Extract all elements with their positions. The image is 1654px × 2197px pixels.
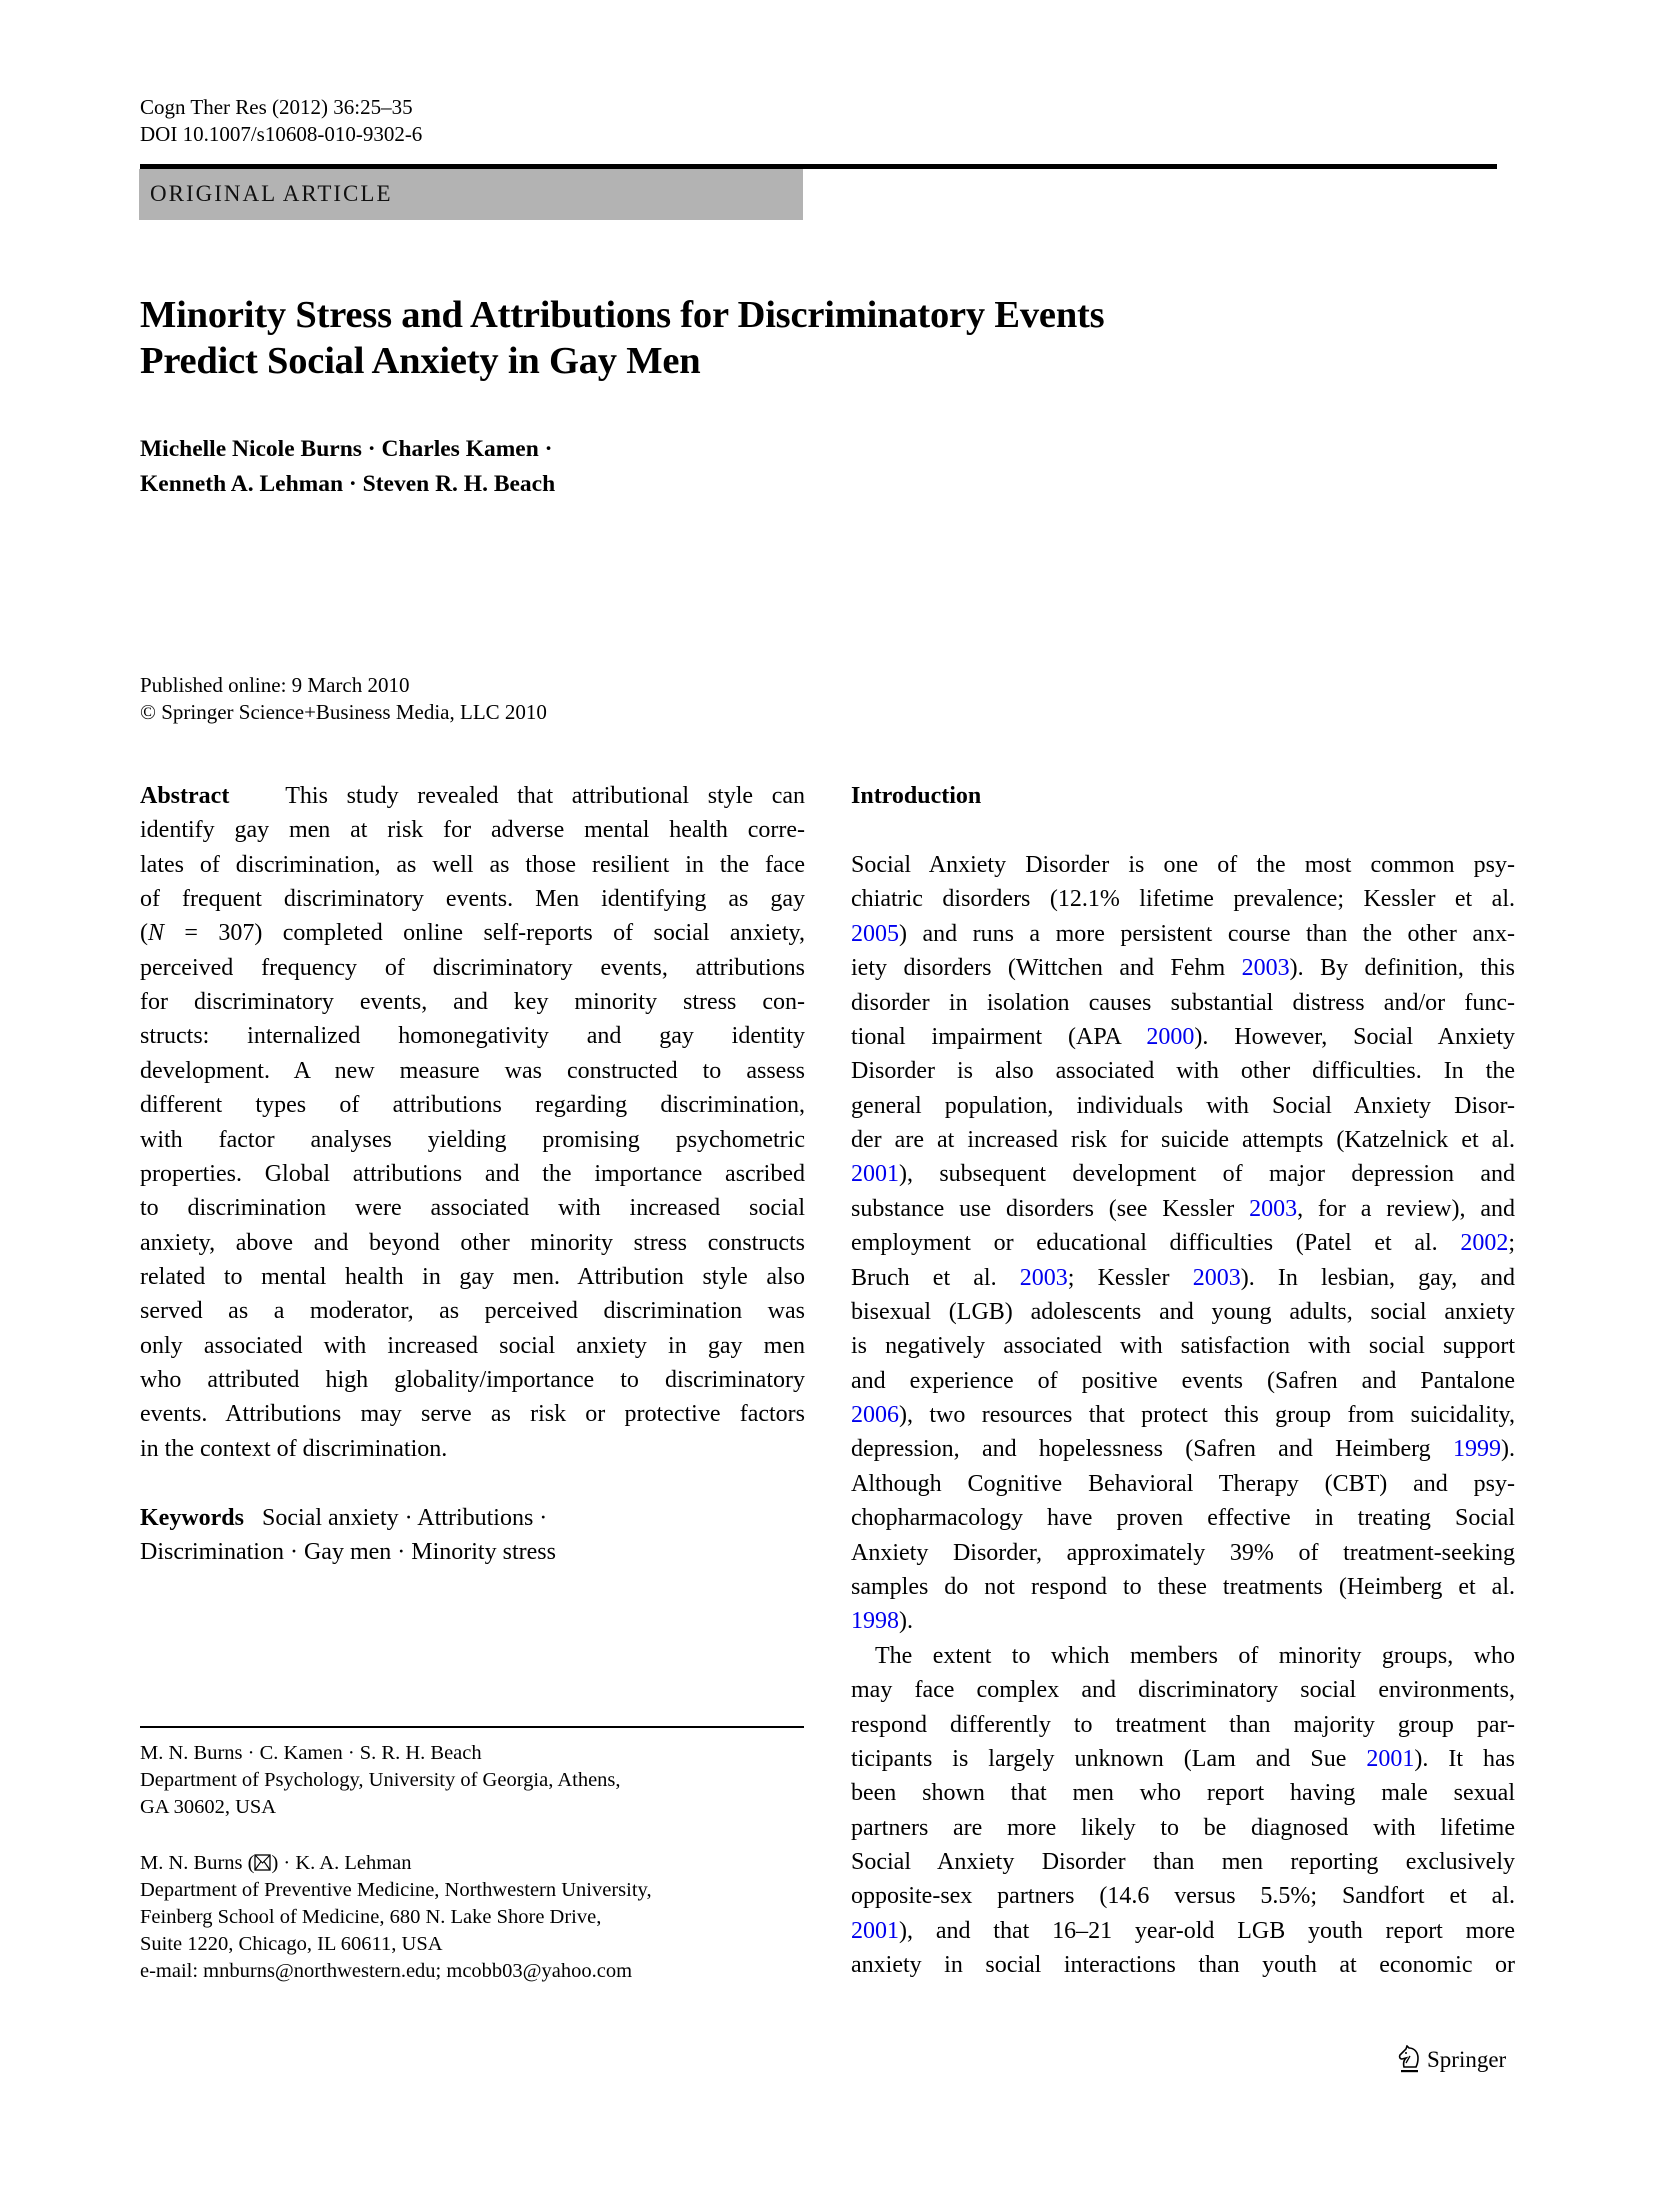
introduction-line xyxy=(851,951,1515,985)
abstract-line xyxy=(140,1432,805,1466)
introduction-line xyxy=(851,1673,1515,1707)
abstract-text: of frequent discriminatory events. Men identifying as gay xyxy=(140,886,805,913)
introduction-text: Social Anxiety Disorder is one of the most common psy- xyxy=(851,852,1515,878)
introduction-text: substance use disorders (see Kessler xyxy=(851,1195,1250,1222)
introduction-line xyxy=(851,1432,1515,1466)
publisher-logo xyxy=(1397,2043,1506,2077)
citation-link[interactable]: 2005 xyxy=(851,920,899,947)
introduction-line xyxy=(851,1398,1515,1432)
introduction-text: ). By definition, this xyxy=(1289,955,1515,982)
article-type-label: ORIGINAL ARTICLE xyxy=(150,181,393,206)
abstract-label: Abstract xyxy=(140,783,230,809)
citation-link[interactable]: 2003 xyxy=(1241,955,1290,982)
introduction-text: and experience of positive events (Safren and Pantalone xyxy=(851,1367,1515,1394)
corresponding-author-name: M. N. Burns ( xyxy=(140,1852,255,1874)
introduction-line xyxy=(851,1708,1515,1742)
citation-link[interactable]: 2003 xyxy=(1192,1264,1241,1291)
abstract-text: who attributed high globality/importance to discriminatory xyxy=(140,1366,805,1393)
introduction-text: Bruch et al. xyxy=(851,1264,1020,1291)
introduction-line xyxy=(851,1639,1515,1673)
introduction-line xyxy=(851,1776,1515,1810)
abstract-line xyxy=(140,916,805,950)
abstract-text: different types of attributions regarding discrimination, xyxy=(140,1092,805,1119)
abstract-text: to discrimination were associated with increased social xyxy=(140,1195,805,1222)
citation-link[interactable]: 2001 xyxy=(851,1161,899,1188)
introduction-text: ), and that 16–21 year-old LGB youth report more xyxy=(899,1917,1515,1944)
introduction-text: der are at increased risk for suicide attempts (Katzelnick et al. xyxy=(851,1127,1515,1154)
abstract-text: This study revealed that attributional style can xyxy=(285,783,805,809)
abstract-line xyxy=(140,1019,805,1053)
introduction-text: Anxiety Disorder, approximately 39% of treatment-seeking xyxy=(851,1539,1515,1566)
abstract-text: = 307) completed online self-reports of social anxiety, xyxy=(164,920,805,947)
introduction-heading: Introduction xyxy=(851,783,982,809)
abstract-text: lates of discrimination, as well as those resilient in the face xyxy=(140,851,805,878)
introduction-text: ; Kessler xyxy=(1067,1264,1193,1291)
coauthor-name: ) · K. A. Lehman xyxy=(271,1852,412,1874)
introduction-line xyxy=(851,1742,1515,1776)
introduction-text: The extent to which members of minority groups, who xyxy=(875,1642,1515,1669)
affiliation-2-dept: Department of Preventive Medicine, Northwestern University, xyxy=(140,1879,652,1901)
introduction-text: been shown that men who report having male sexual xyxy=(851,1780,1515,1807)
introduction-text: ). In lesbian, gay, and xyxy=(1240,1264,1516,1291)
introduction-text: respond differently to treatment than majority group par- xyxy=(851,1711,1515,1738)
affiliation-2-authors xyxy=(140,1850,412,1877)
keywords-values: Social anxiety · Attributions · xyxy=(262,1505,548,1531)
introduction-line xyxy=(851,1020,1515,1054)
introduction-line xyxy=(851,1123,1515,1157)
abstract-line xyxy=(140,1191,805,1225)
affiliation-1-dept: Department of Psychology, University of Georgia, Athens, xyxy=(140,1769,621,1791)
introduction-text: Although Cognitive Behavioral Therapy (CBT) and psy- xyxy=(851,1470,1515,1497)
introduction-text: ticipants is largely unknown (Lam and Sue xyxy=(851,1745,1367,1772)
introduction-line xyxy=(851,1467,1515,1501)
keywords-line-1 xyxy=(140,1501,547,1535)
citation-link[interactable]: 2001 xyxy=(1366,1745,1415,1772)
introduction-line xyxy=(851,917,1515,951)
copyright: © Springer Science+Business Media, LLC 2010 xyxy=(140,700,547,724)
article-title-line-2: Predict Social Anxiety in Gay Men xyxy=(140,340,701,382)
introduction-text: anxiety in social interactions than youth at economic or xyxy=(851,1952,1515,1979)
introduction-line xyxy=(851,1261,1515,1295)
article-title-line-1: Minority Stress and Attributions for Discriminatory Events xyxy=(140,294,1105,336)
introduction-text: ). xyxy=(899,1608,913,1635)
introduction-line xyxy=(851,882,1515,916)
keywords-line-2: Discrimination · Gay men · Minority stress xyxy=(140,1539,556,1565)
abstract-line xyxy=(140,779,805,813)
abstract-text: development. A new measure was constructed to assess xyxy=(140,1057,805,1084)
introduction-text: ), subsequent development of major depression and xyxy=(899,1161,1515,1188)
affiliation-2-address: Suite 1220, Chicago, IL 60611, USA xyxy=(140,1933,443,1955)
abstract-text: perceived frequency of discriminatory events, attributions xyxy=(140,954,805,981)
introduction-text: samples do not respond to these treatments (Heimberg et al. xyxy=(851,1573,1515,1600)
introduction-line xyxy=(851,848,1515,882)
introduction-text: Social Anxiety Disorder than men reporting exclusively xyxy=(851,1849,1515,1876)
abstract-text: anxiety, above and beyond other minority stress constructs xyxy=(140,1229,805,1256)
introduction-text: bisexual (LGB) adolescents and young adults, social anxiety xyxy=(851,1298,1515,1325)
introduction-text: ; xyxy=(1508,1230,1515,1257)
introduction-line xyxy=(851,1157,1515,1191)
abstract-line xyxy=(140,1260,805,1294)
abstract-text: served as a moderator, as perceived discrimination was xyxy=(140,1298,805,1325)
envelope-icon xyxy=(254,1854,271,1871)
abstract-text: events. Attributions may serve as risk or protective factors xyxy=(140,1401,805,1428)
introduction-line xyxy=(851,1054,1515,1088)
abstract-line xyxy=(140,985,805,1019)
introduction-text: ). xyxy=(1501,1436,1515,1463)
published-online: Published online: 9 March 2010 xyxy=(140,673,410,697)
doi[interactable]: DOI 10.1007/s10608-010-9302-6 xyxy=(140,122,423,146)
affiliation-1-authors: M. N. Burns · C. Kamen · S. R. H. Beach xyxy=(140,1742,482,1764)
abstract-line xyxy=(140,813,805,847)
citation-link[interactable]: 1998 xyxy=(851,1608,899,1635)
abstract-line xyxy=(140,1397,805,1431)
introduction-line xyxy=(851,1226,1515,1260)
introduction-text: chopharmacology have proven effective in treating Social xyxy=(851,1505,1515,1532)
introduction-text: ). It has xyxy=(1414,1745,1515,1772)
abstract-text: with factor analyses yielding promising psychometric xyxy=(140,1126,805,1153)
citation-link[interactable]: 2002 xyxy=(1460,1230,1509,1257)
introduction-text: general population, individuals with Social Anxiety Disor- xyxy=(851,1092,1515,1119)
abstract-text: related to mental health in gay men. Attribution style also xyxy=(140,1263,805,1290)
introduction-line xyxy=(851,1604,1515,1638)
introduction-line xyxy=(851,1536,1515,1570)
introduction-line xyxy=(851,1089,1515,1123)
abstract-line xyxy=(140,1157,805,1191)
abstract-text: properties. Global attributions and the importance ascribed xyxy=(140,1160,805,1187)
citation-link[interactable]: 2006 xyxy=(851,1402,899,1429)
introduction-text: depression, and hopelessness (Safren and Heimberg xyxy=(851,1436,1453,1463)
introduction-line xyxy=(851,1295,1515,1329)
introduction-line xyxy=(851,1948,1515,1982)
abstract-line xyxy=(140,1054,805,1088)
citation-link[interactable]: 1999 xyxy=(1453,1436,1501,1463)
article-type-band xyxy=(139,169,803,220)
introduction-line xyxy=(851,1914,1515,1948)
abstract-line xyxy=(140,882,805,916)
introduction-text: ). However, Social Anxiety xyxy=(1194,1023,1515,1050)
abstract-text: structs: internalized homonegativity and gay identity xyxy=(140,1023,805,1050)
introduction-line xyxy=(851,986,1515,1020)
abstract-text: for discriminatory events, and key minority stress con- xyxy=(140,989,805,1016)
citation-link[interactable]: 2000 xyxy=(1146,1023,1195,1050)
affiliation-2-school: Feinberg School of Medicine, 680 N. Lake Shore Drive, xyxy=(140,1906,602,1928)
abstract-text: N xyxy=(148,920,165,947)
introduction-line xyxy=(851,1501,1515,1535)
abstract-line xyxy=(140,1123,805,1157)
introduction-line xyxy=(851,1329,1515,1363)
introduction-text: Disorder is also associated with other difficulties. In the xyxy=(851,1058,1515,1085)
introduction-line xyxy=(851,1364,1515,1398)
abstract-line xyxy=(140,1363,805,1397)
introduction-line xyxy=(851,1845,1515,1879)
journal-reference: Cogn Ther Res (2012) 36:25–35 xyxy=(140,95,413,119)
abstract-line xyxy=(140,951,805,985)
introduction-line xyxy=(851,1192,1515,1226)
abstract-text: only associated with increased social anxiety in gay men xyxy=(140,1332,805,1359)
author-list-line-2: Kenneth A. Lehman · Steven R. H. Beach xyxy=(140,471,556,497)
introduction-text: opposite-sex partners (14.6 versus 5.5%; Sandfort et al. xyxy=(851,1883,1515,1910)
citation-link[interactable]: 2003 xyxy=(1019,1264,1068,1291)
introduction-line xyxy=(851,1570,1515,1604)
springer-knight-icon xyxy=(1397,2045,1421,2075)
introduction-text: tional impairment (APA xyxy=(851,1023,1147,1050)
footnote-rule xyxy=(140,1726,804,1728)
abstract-line xyxy=(140,1294,805,1328)
abstract-line xyxy=(140,1088,805,1122)
introduction-text: partners are more likely to be diagnosed with lifetime xyxy=(851,1814,1515,1841)
contact-email[interactable]: e-mail: mnburns@northwestern.edu; mcobb03@yahoo.com xyxy=(140,1960,633,1982)
abstract-line xyxy=(140,1329,805,1363)
introduction-line xyxy=(851,1879,1515,1913)
abstract-text: in the context of discrimination. xyxy=(140,1435,448,1462)
abstract-text: ( xyxy=(140,920,148,947)
abstract-text: identify gay men at risk for adverse mental health corre- xyxy=(140,817,805,844)
introduction-text: , for a review), and xyxy=(1297,1195,1515,1222)
introduction-text: is negatively associated with satisfaction with social support xyxy=(851,1333,1515,1360)
introduction-line xyxy=(851,1811,1515,1845)
publisher-name: Springer xyxy=(1427,2047,1507,2072)
keywords-label: Keywords xyxy=(140,1505,244,1531)
introduction-text: employment or educational difficulties (Patel et al. xyxy=(851,1230,1461,1257)
introduction-text: ), two resources that protect this group from suicidality, xyxy=(899,1402,1515,1429)
citation-link[interactable]: 2001 xyxy=(851,1917,899,1944)
introduction-text: disorder in isolation causes substantial distress and/or func- xyxy=(851,989,1515,1016)
introduction-text: ) and runs a more persistent course than the other anx- xyxy=(899,920,1515,947)
introduction-text: may face complex and discriminatory social environments, xyxy=(851,1677,1515,1704)
introduction-text: iety disorders (Wittchen and Fehm xyxy=(851,955,1242,982)
affiliation-1-address: GA 30602, USA xyxy=(140,1796,277,1818)
introduction-text: chiatric disorders (12.1% lifetime prevalence; Kessler et al. xyxy=(851,886,1515,913)
abstract-line xyxy=(140,1226,805,1260)
author-list-line-1: Michelle Nicole Burns · Charles Kamen · xyxy=(140,436,553,462)
abstract-line xyxy=(140,848,805,882)
citation-link[interactable]: 2003 xyxy=(1249,1195,1298,1222)
